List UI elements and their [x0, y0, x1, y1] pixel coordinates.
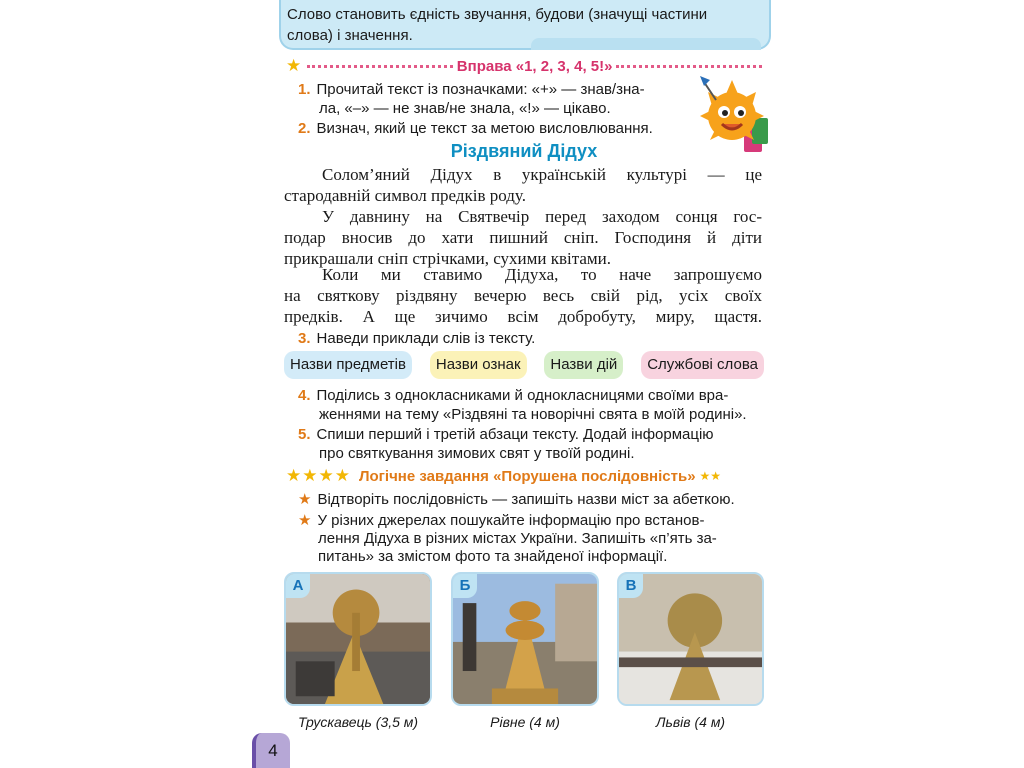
- photo-b: [451, 572, 599, 706]
- photo-label: Б: [453, 574, 477, 598]
- dotted-divider: [616, 65, 762, 68]
- photo-caption-c: Львів (4 м): [655, 714, 726, 730]
- task-text: Спиши перший і третій абзаци тексту. Додай інформацію: [316, 426, 714, 443]
- paragraph-line: прикрашали сніп стрічками, сухими квітами.: [284, 249, 612, 268]
- story-paragraph-3: [284, 264, 762, 327]
- task-text: Наведи приклади слів із тексту.: [316, 330, 536, 347]
- chip-nouns: Назви предметів: [284, 351, 412, 379]
- logic-task-header: [286, 466, 766, 486]
- paragraph-line: У давнину на Святвечір перед заходом сонця гос-: [322, 207, 762, 226]
- story-title: Різдвяний Дідух: [450, 141, 598, 161]
- task-number: 3.: [298, 330, 311, 347]
- photo-a: [284, 572, 432, 706]
- task-text: про святкування зимових свят у твоїй родині.: [319, 445, 635, 462]
- story-paragraph-1: [284, 164, 762, 206]
- paragraph-line: предків. А ще зичимо всім добробуту, миру, щастя.: [284, 307, 762, 326]
- star-icon: ★: [286, 56, 302, 75]
- dotted-divider: [307, 65, 453, 68]
- difficulty-stars: ★★★★: [286, 466, 351, 485]
- task-number: 2.: [298, 120, 311, 137]
- task-text: ла, «–» — не знав/не знала, «!» — цікаво.: [319, 100, 611, 117]
- page-number: 4: [252, 733, 290, 768]
- task-number: 1.: [298, 81, 311, 98]
- paragraph-line: Солом’яний Дідух в українській культурі — це: [322, 165, 762, 184]
- photo-label: В: [619, 574, 643, 598]
- logic-task-title: Логічне завдання «Порушена послідовність»: [358, 467, 696, 485]
- task-text: Прочитай текст із позначками: «+» — знав/зна-: [316, 81, 645, 98]
- paragraph-line: на святкову різдвяну вечерю весь свій рід, усіх своїх: [284, 286, 762, 305]
- logic-bullet-1: [298, 491, 735, 509]
- photo-c: [617, 572, 764, 706]
- word-category-chips: [284, 351, 764, 381]
- paragraph-line: Коли ми ставимо Дідуха, то наче запрошуємо: [322, 265, 762, 284]
- paragraph-line: стародавній символ предків роду.: [284, 186, 526, 205]
- task-5: [298, 425, 714, 463]
- rule-line-1: Слово становить єдність звучання, будови (значущі частини: [287, 6, 708, 23]
- task-text: женнями на тему «Різдвяні та новорічні свята в моїй родині».: [319, 406, 747, 423]
- task-2: [298, 119, 653, 138]
- task-4: [298, 386, 747, 424]
- story-paragraph-2: [284, 206, 762, 269]
- rule-line-2: слова) і значення.: [287, 27, 413, 44]
- photo-caption-b: Рівне (4 м): [490, 714, 560, 730]
- task-number: 4.: [298, 387, 311, 404]
- photo-caption-a: Трускавець (3,5 м): [297, 714, 419, 730]
- bullet-text: Відтворіть послідовність — запишіть назви міст за абеткою.: [317, 491, 735, 508]
- rule-box: [279, 0, 771, 50]
- task-text: Поділись з однокласниками й однокласницями своїми вра-: [316, 387, 729, 404]
- chip-verbs: Назви дій: [544, 351, 623, 379]
- exercise-title: Вправа «1, 2, 3, 4, 5!»: [456, 57, 613, 75]
- paragraph-line: подар вносив до хати пишний сніп. Господиня й діти: [284, 228, 762, 247]
- bullet-star-icon: ★: [298, 512, 312, 529]
- bullet-text: лення Дідуха в різних містах України. Запишіть «п’ять за-: [318, 530, 717, 547]
- chip-adjectives: Назви ознак: [430, 351, 527, 379]
- difficulty-stars-tail: ★★: [699, 469, 722, 483]
- logic-bullet-2: [298, 512, 717, 566]
- photo-label: А: [286, 574, 310, 598]
- task-text: Визнач, який це текст за метою висловлювання.: [316, 120, 653, 137]
- bullet-text: питань» за змістом фото та знайденої інформації.: [318, 548, 668, 565]
- task-1: [298, 80, 645, 118]
- bullet-star-icon: ★: [298, 491, 312, 508]
- rule-box-tab: [531, 38, 761, 50]
- chip-function-words: Службові слова: [641, 351, 764, 379]
- bullet-text: У різних джерелах пошукайте інформацію про встанов-: [317, 512, 705, 529]
- task-number: 5.: [298, 426, 311, 443]
- task-3: [298, 329, 535, 348]
